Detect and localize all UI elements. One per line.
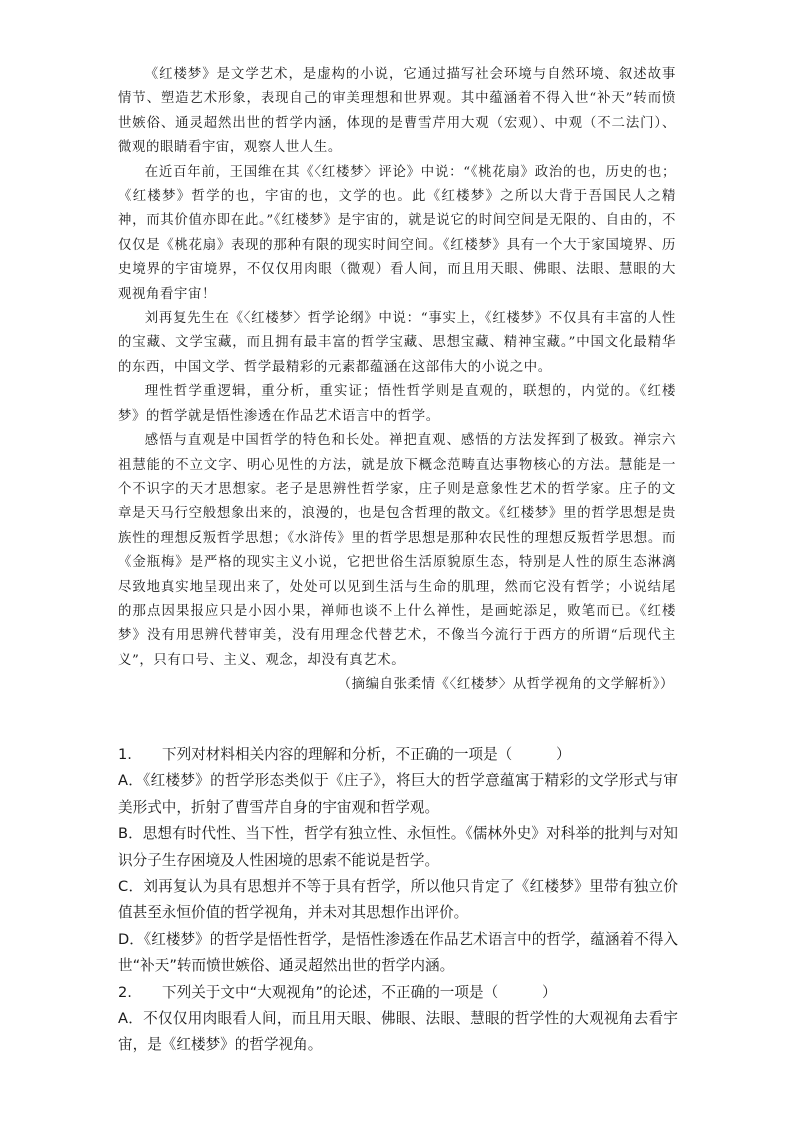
passage-paragraph-3: 刘再复先生在《〈红楼梦〉哲学论纲》中说：“事实上，《红楼梦》不仅具有丰富的人性的宝藏、文学宝藏，而且拥有最丰富的哲学宝藏、思想宝藏、精神宝藏。”中国文化最精华的东西，中国文学、哲学最精彩的元素都蕴涵在这部伟大的小说之中。 [118, 311, 676, 375]
question-1-text: 下列对材料相关内容的理解和分析，不正确的一项是（ ） [162, 746, 571, 763]
question-2-stem [118, 980, 678, 1006]
question-1-option-b: B．思想有时代性、当下性，哲学有独立性、永恒性。《儒林外史》对科举的批判与对知识分子生存困境及人性困境的思索不能说是哲学。 [118, 825, 678, 869]
question-1-option-d: D．《红楼梦》的哲学是悟性哲学，是悟性渗透在作品艺术语言中的哲学，蕴涵着不得入世“补天”转而愤世嫉俗、通灵超然出世的哲学内涵。 [118, 930, 678, 975]
question-2-number: 2. [118, 983, 132, 1001]
question-1-stem [118, 742, 678, 768]
passage-paragraph-5: 感悟与直观是中国哲学的特色和长处。禅把直观、感悟的方法发挥到了极致。禅宗六祖慧能的不立文字、明心见性的方法，就是放下概念范畴直达事物核心的方法。慧能是一个不识字的天才思想家。老子是思辨性哲学家，庄子则是意象性艺术的哲学家。庄子的文章是天马行空般想象出来的，浪漫的，也是包含哲理的散文。《红楼梦》里的哲学思想是贵族性的理想反叛哲学思想；《水浒传》里的哲学思想是那种农民性的理想反叛哲学思想。而《金瓶梅》是严格的现实主义小说，它把世俗生活原貌原生态，特别是人性的原生态淋漓尽致地真实地呈现出来了，处处可以见到生活与生命的肌理，然而它没有哲学；小说结尾的那点因果报应只是小因小果，禅师也谈不上什么禅性，是画蛇添足，败笔而已。《红楼梦》没有用思辨代替审美，没有用理念代替艺术，不像当今流行于西方的所谓“后现代主义”，只有口号、主义、观念，却没有真艺术。 [118, 433, 676, 668]
question-1-option-a: A．《红楼梦》的哲学形态类似于《庄子》，将巨大的哲学意蕴寓于精彩的文学形式与审美形式中，折射了曹雪芹自身的宇宙观和哲学观。 [118, 772, 678, 816]
question-2-text: 下列关于文中“大观视角”的论述，不正确的一项是（ ） [162, 983, 557, 1001]
reading-passage [118, 63, 676, 698]
question-1-number: 1. [118, 746, 132, 763]
passage-paragraph-1: 《红楼梦》是文学艺术，是虚构的小说，它通过描写社会环境与自然环境、叙述故事情节、塑造艺术形象，表现自己的审美理想和世界观。其中蕴涵着不得入世“补天”转而愤世嫉俗、通灵超然出世的哲学内涵，体现的是曹雪芹用大观（宏观）、中观（不二法门）、微观的眼睛看宇宙，观察人世人生。 [118, 67, 676, 156]
passage-paragraph-4: 理性哲学重逻辑，重分析，重实证；悟性哲学则是直观的，联想的，内觉的。《红楼梦》的哲学就是悟性渗透在作品艺术语言中的哲学。 [118, 384, 676, 424]
passage-paragraph-2: 在近百年前，王国维在其《〈红楼梦〉评论》中说：“《桃花扇》政治的也，历史的也；《红楼梦》哲学的也，宇宙的也，文学的也。此《红楼梦》之所以大背于吾国民人之精神，而其价值亦即在此。”《红楼梦》是宇宙的，就是说它的时间空间是无限的、自由的，不仅仅是《桃花扇》表现的那种有限的现实时间空间。《红楼梦》具有一个大于家国境界、历史境界的宇宙境界，不仅仅用肉眼（微观）看人间，而且用天眼、佛眼、法眼、慧眼的大观视角看宇宙！ [118, 164, 676, 302]
question-list [118, 742, 678, 1059]
question-1-option-c: C．刘再复认为具有思想并不等于具有哲学，所以他只肯定了《红楼梦》里带有独立价值甚至永恒价值的哲学视角，并未对其思想作出评价。 [118, 878, 678, 922]
passage-source: （摘编自张柔情《〈红楼梦〉从哲学视角的文学解析》） [337, 677, 674, 693]
question-2-option-a: A．不仅仅用肉眼看人间，而且用天眼、佛眼、法眼、慧眼的哲学性的大观视角去看宇宙，是《红楼梦》的哲学视角。 [118, 1010, 678, 1054]
